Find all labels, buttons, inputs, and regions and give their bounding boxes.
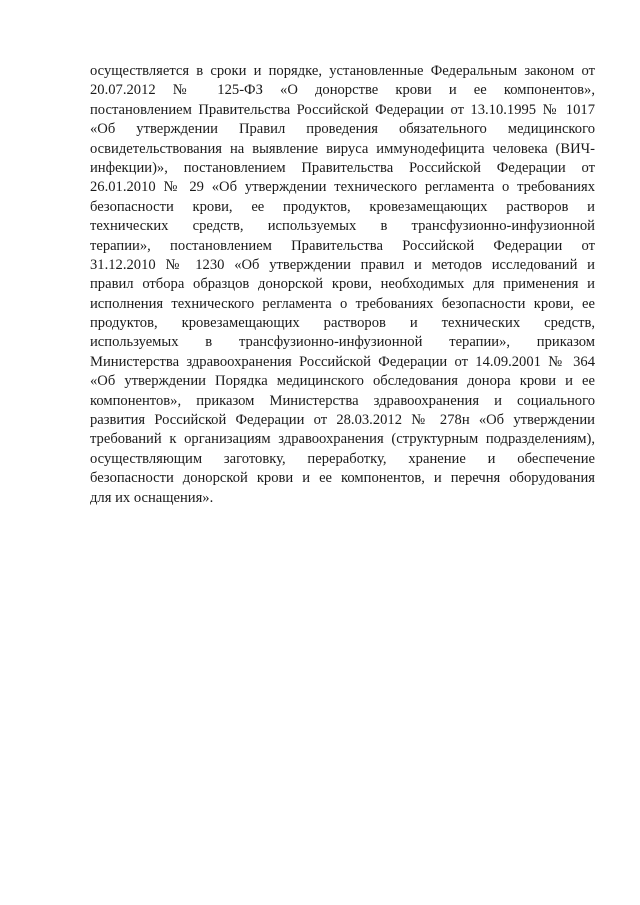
- text-line: освидетельствования на выявление вируса иммунодефицита человека (ВИЧ-: [90, 140, 595, 157]
- text-line: исполнения технического регламента о требованиях безопасности крови, ее: [90, 295, 595, 312]
- body-paragraph: [90, 62, 595, 508]
- text-line: «Об утверждении Правил проведения обязательного медицинского: [90, 121, 595, 138]
- text-line: Министерства здравоохранения Российской Федерации от 14.09.2001 № 364: [90, 353, 595, 370]
- text-line: компонентов», приказом Министерства здравоохранения и социального: [90, 392, 595, 409]
- text-line: 31.12.2010 № 1230 «Об утверждении правил и методов исследований и: [90, 256, 595, 273]
- text-line: продуктов, кровезамещающих растворов и технических средств,: [90, 315, 595, 332]
- text-line: технических средств, используемых в трансфузионно-инфузионной: [90, 218, 595, 235]
- text-line: 26.01.2010 № 29 «Об утверждении технического регламента о требованиях: [90, 179, 595, 196]
- text-line: безопасности донорской крови и ее компонентов, и перечня оборудования: [90, 470, 595, 487]
- text-line-last: для их оснащения».: [90, 489, 214, 506]
- text-line: используемых в трансфузионно-инфузионной терапии», приказом: [90, 334, 595, 351]
- text-line: 20.07.2012 № 125-ФЗ «О донорстве крови и ее компонентов»,: [90, 82, 595, 99]
- text-line: «Об утверждении Порядка медицинского обследования донора крови и ее: [90, 373, 595, 390]
- text-line: правил отбора образцов донорской крови, необходимых для применения и: [90, 276, 595, 293]
- text-line: развития Российской Федерации от 28.03.2012 № 278н «Об утверждении: [90, 412, 595, 429]
- text-line: осуществляется в сроки и порядке, установленные Федеральным законом от: [90, 63, 595, 79]
- text-line: инфекции)», постановлением Правительства Российской Федерации от: [90, 159, 595, 176]
- text-line: терапии», постановлением Правительства Российской Федерации от: [90, 237, 595, 254]
- text-line: постановлением Правительства Российской Федерации от 13.10.1995 № 1017: [90, 101, 595, 118]
- text-line: требований к организациям здравоохранения (структурным подразделениям),: [90, 431, 595, 448]
- text-line: осуществляющим заготовку, переработку, хранение и обеспечение: [90, 450, 595, 467]
- text-line: безопасности крови, ее продуктов, кровезамещающих растворов и: [90, 198, 595, 215]
